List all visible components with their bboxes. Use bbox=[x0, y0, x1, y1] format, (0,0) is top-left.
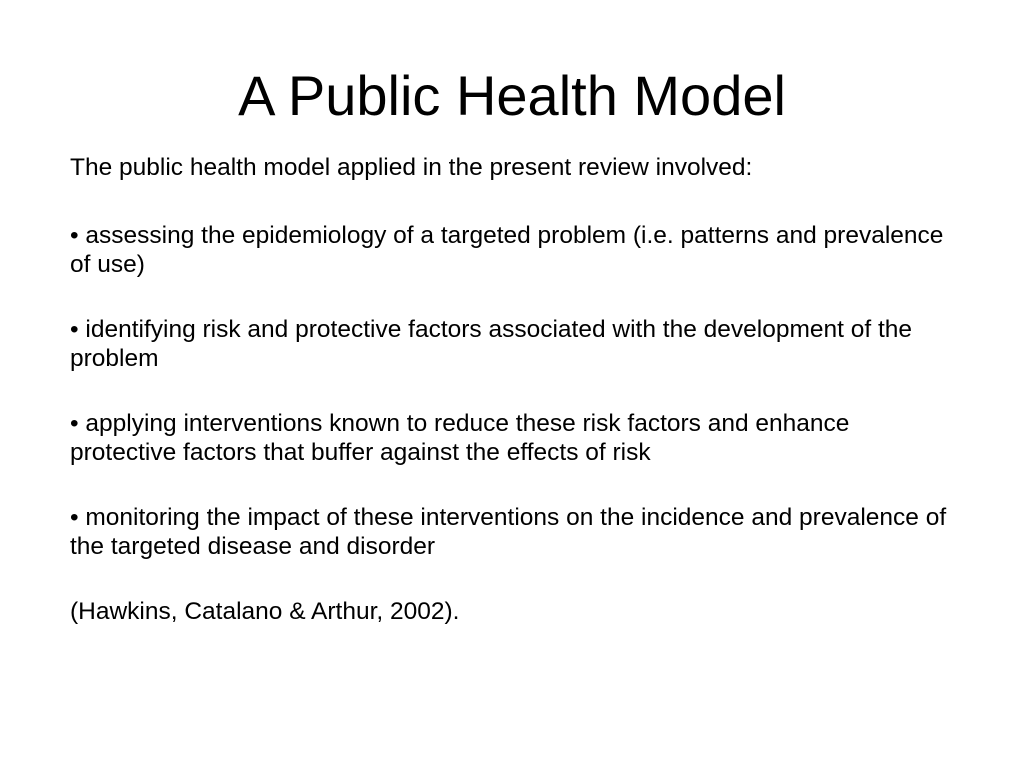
slide-body bbox=[70, 153, 960, 662]
bullet-item-risk-factors: • identifying risk and protective factors associated with the development of the problem bbox=[70, 316, 913, 372]
bullet-item-monitoring: • monitoring the impact of these interventions on the incidence and prevalence of the targeted disease and disorder bbox=[70, 504, 947, 560]
citation-text: (Hawkins, Catalano & Arthur, 2002). bbox=[70, 598, 460, 625]
slide-title: A Public Health Model bbox=[238, 64, 786, 127]
bullet-item-epidemiology: • assessing the epidemiology of a targeted problem (i.e. patterns and prevalence of use) bbox=[70, 222, 944, 278]
bullet-item-interventions: • applying interventions known to reduce these risk factors and enhance protective factors that buffer against the effects of risk bbox=[70, 410, 850, 466]
intro-text: The public health model applied in the present review involved: bbox=[70, 154, 753, 181]
